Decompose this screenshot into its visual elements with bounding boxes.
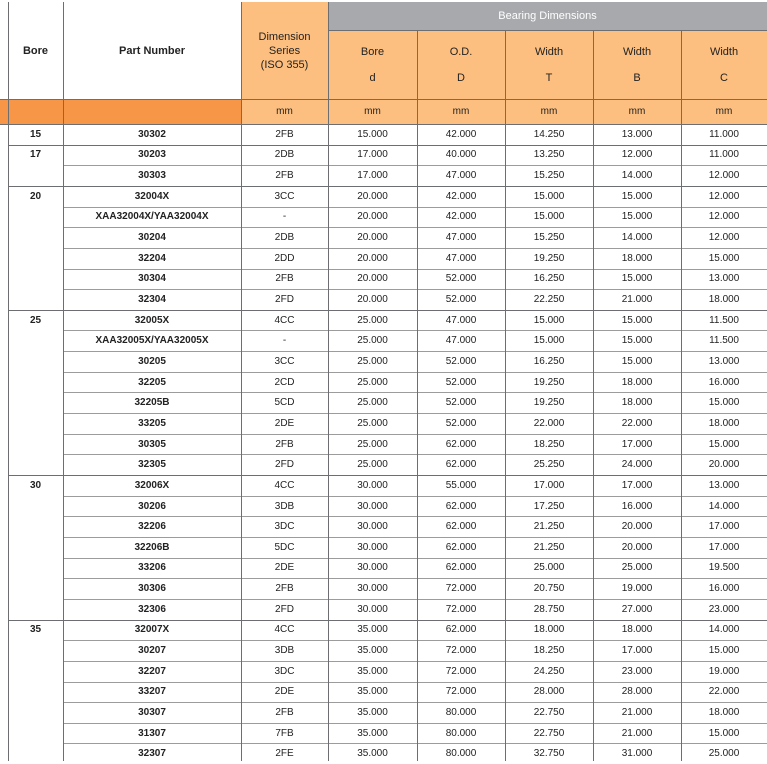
value-cell-series: 4CC	[241, 475, 328, 496]
value-cell-C: 13.000	[681, 475, 767, 496]
value-cell-D: 62.000	[417, 558, 505, 579]
bore-value: 30	[8, 475, 63, 496]
value-cell-T: 15.000	[505, 331, 593, 352]
value-cell-series: 2FB	[241, 269, 328, 290]
value-cell-series: 3CC	[241, 351, 328, 372]
value-cell-B: 20.000	[593, 537, 681, 558]
value-cell-T: 19.250	[505, 248, 593, 269]
value-cell-T: 13.250	[505, 145, 593, 166]
dim-col-header-2	[505, 30, 593, 99]
bore-value: 35	[8, 620, 63, 641]
value-cell-D: 40.000	[417, 145, 505, 166]
value-cell-D: 42.000	[417, 124, 505, 145]
value-cell-d: 20.000	[328, 207, 417, 228]
value-cell-T: 15.000	[505, 310, 593, 331]
value-cell-C: 16.000	[681, 372, 767, 393]
value-cell-d: 30.000	[328, 558, 417, 579]
value-cell-d: 25.000	[328, 413, 417, 434]
part-number-cell: 30206	[63, 496, 241, 517]
value-cell-series: 2FB	[241, 702, 328, 723]
value-cell-C: 12.000	[681, 227, 767, 248]
value-cell-D: 62.000	[417, 516, 505, 537]
value-cell-D: 72.000	[417, 640, 505, 661]
value-cell-C: 25.000	[681, 744, 767, 764]
value-cell-B: 18.000	[593, 372, 681, 393]
value-cell-B: 13.000	[593, 124, 681, 145]
value-cell-B: 15.000	[593, 186, 681, 207]
value-cell-d: 15.000	[328, 124, 417, 145]
value-cell-series: 5DC	[241, 537, 328, 558]
bearing-dimensions-group-header: Bearing Dimensions	[328, 2, 767, 30]
value-cell-T: 18.250	[505, 434, 593, 455]
dimension-series-line: Series	[269, 44, 300, 58]
value-cell-series: 2FD	[241, 599, 328, 620]
value-cell-series: 3DC	[241, 661, 328, 682]
dim-col-name: Width	[535, 45, 563, 59]
value-cell-T: 17.000	[505, 475, 593, 496]
value-cell-series: 2FB	[241, 434, 328, 455]
value-cell-T: 19.250	[505, 372, 593, 393]
value-cell-d: 30.000	[328, 599, 417, 620]
value-cell-B: 28.000	[593, 682, 681, 703]
value-cell-series: 3DC	[241, 516, 328, 537]
value-cell-D: 52.000	[417, 351, 505, 372]
value-cell-C: 20.000	[681, 454, 767, 475]
value-cell-B: 31.000	[593, 744, 681, 764]
dim-col-name: Width	[623, 45, 651, 59]
part-number-cell: 32304	[63, 289, 241, 310]
value-cell-T: 15.000	[505, 207, 593, 228]
units-row-bg-left	[0, 99, 241, 124]
column-divider	[63, 2, 64, 761]
value-cell-C: 11.500	[681, 331, 767, 352]
value-cell-C: 18.000	[681, 289, 767, 310]
value-cell-series: 2DD	[241, 248, 328, 269]
value-cell-B: 15.000	[593, 310, 681, 331]
bore-value: 15	[8, 124, 63, 145]
part-number-cell: 32005X	[63, 310, 241, 331]
value-cell-d: 20.000	[328, 289, 417, 310]
value-cell-T: 15.000	[505, 186, 593, 207]
part-number-cell: 32004X	[63, 186, 241, 207]
value-cell-d: 25.000	[328, 434, 417, 455]
value-cell-series: 2FE	[241, 744, 328, 764]
value-cell-d: 30.000	[328, 578, 417, 599]
value-cell-B: 14.000	[593, 165, 681, 186]
value-cell-d: 20.000	[328, 248, 417, 269]
value-cell-d: 20.000	[328, 227, 417, 248]
value-cell-D: 47.000	[417, 227, 505, 248]
value-cell-D: 52.000	[417, 392, 505, 413]
value-cell-series: -	[241, 207, 328, 228]
part-number-cell: 30305	[63, 434, 241, 455]
value-cell-B: 20.000	[593, 516, 681, 537]
column-divider	[328, 2, 329, 761]
value-cell-d: 25.000	[328, 331, 417, 352]
value-cell-C: 18.000	[681, 702, 767, 723]
value-cell-T: 18.000	[505, 620, 593, 641]
value-cell-T: 16.250	[505, 269, 593, 290]
value-cell-C: 16.000	[681, 578, 767, 599]
bore-header: Bore	[8, 2, 63, 99]
value-cell-D: 80.000	[417, 702, 505, 723]
value-cell-series: 3DB	[241, 640, 328, 661]
part-number-cell: 32205B	[63, 392, 241, 413]
part-number-cell: 30307	[63, 702, 241, 723]
unit-label: mm	[505, 99, 593, 124]
value-cell-d: 25.000	[328, 351, 417, 372]
value-cell-B: 19.000	[593, 578, 681, 599]
column-divider	[417, 30, 418, 761]
value-cell-series: 3DB	[241, 496, 328, 517]
value-cell-series: 7FB	[241, 723, 328, 744]
part-number-cell: 32007X	[63, 620, 241, 641]
dim-col-name: Width	[710, 45, 738, 59]
value-cell-C: 11.000	[681, 124, 767, 145]
value-cell-D: 42.000	[417, 207, 505, 228]
value-cell-d: 25.000	[328, 392, 417, 413]
value-cell-series: 2CD	[241, 372, 328, 393]
value-cell-d: 30.000	[328, 475, 417, 496]
value-cell-T: 22.750	[505, 702, 593, 723]
bore-value: 17	[8, 145, 63, 166]
value-cell-D: 72.000	[417, 661, 505, 682]
part-number-cell: 31307	[63, 723, 241, 744]
value-cell-D: 62.000	[417, 496, 505, 517]
value-cell-series: 2FB	[241, 124, 328, 145]
value-cell-T: 21.250	[505, 537, 593, 558]
value-cell-T: 28.750	[505, 599, 593, 620]
column-divider	[681, 30, 682, 761]
part-number-cell: 32307	[63, 744, 241, 764]
value-cell-series: 2DE	[241, 558, 328, 579]
value-cell-C: 19.000	[681, 661, 767, 682]
value-cell-D: 62.000	[417, 620, 505, 641]
dim-col-symbol: T	[546, 71, 553, 85]
value-cell-series: 3CC	[241, 186, 328, 207]
dim-col-name: Bore	[361, 45, 384, 59]
value-cell-B: 23.000	[593, 661, 681, 682]
value-cell-d: 25.000	[328, 310, 417, 331]
dim-col-symbol: d	[369, 71, 375, 85]
value-cell-C: 13.000	[681, 269, 767, 290]
value-cell-C: 12.000	[681, 186, 767, 207]
part-number-cell: 33205	[63, 413, 241, 434]
dim-col-symbol: C	[720, 71, 728, 85]
value-cell-C: 15.000	[681, 640, 767, 661]
header-border	[0, 99, 767, 100]
part-number-cell: 32204	[63, 248, 241, 269]
value-cell-T: 15.250	[505, 227, 593, 248]
value-cell-T: 25.250	[505, 454, 593, 475]
value-cell-B: 14.000	[593, 227, 681, 248]
value-cell-d: 20.000	[328, 186, 417, 207]
value-cell-B: 21.000	[593, 289, 681, 310]
bore-value: 25	[8, 310, 63, 331]
value-cell-d: 25.000	[328, 454, 417, 475]
part-number-cell: 30205	[63, 351, 241, 372]
dim-col-symbol: B	[633, 71, 640, 85]
value-cell-D: 72.000	[417, 599, 505, 620]
value-cell-D: 72.000	[417, 578, 505, 599]
part-number-cell: 32206	[63, 516, 241, 537]
value-cell-B: 24.000	[593, 454, 681, 475]
part-number-cell: 32306	[63, 599, 241, 620]
dim-col-header-3	[593, 30, 681, 99]
value-cell-T: 20.750	[505, 578, 593, 599]
value-cell-B: 21.000	[593, 723, 681, 744]
value-cell-series: 2DE	[241, 413, 328, 434]
value-cell-T: 28.000	[505, 682, 593, 703]
value-cell-D: 55.000	[417, 475, 505, 496]
value-cell-series: 2DB	[241, 145, 328, 166]
value-cell-series: 4CC	[241, 310, 328, 331]
part-number-cell: 30203	[63, 145, 241, 166]
dim-col-symbol: D	[457, 71, 465, 85]
value-cell-d: 35.000	[328, 640, 417, 661]
group-header-border	[328, 30, 767, 31]
part-number-cell: 30303	[63, 165, 241, 186]
value-cell-series: 2DB	[241, 227, 328, 248]
value-cell-C: 12.000	[681, 207, 767, 228]
value-cell-C: 11.500	[681, 310, 767, 331]
part-number-cell: 32207	[63, 661, 241, 682]
value-cell-B: 18.000	[593, 392, 681, 413]
value-cell-B: 15.000	[593, 207, 681, 228]
value-cell-B: 27.000	[593, 599, 681, 620]
value-cell-d: 35.000	[328, 620, 417, 641]
value-cell-d: 35.000	[328, 744, 417, 764]
unit-label: mm	[328, 99, 417, 124]
value-cell-d: 30.000	[328, 516, 417, 537]
value-cell-T: 17.250	[505, 496, 593, 517]
value-cell-d: 35.000	[328, 661, 417, 682]
value-cell-B: 15.000	[593, 269, 681, 290]
value-cell-T: 22.250	[505, 289, 593, 310]
value-cell-C: 22.000	[681, 682, 767, 703]
dim-col-header-4	[681, 30, 767, 99]
value-cell-series: 4CC	[241, 620, 328, 641]
value-cell-T: 22.750	[505, 723, 593, 744]
part-number-cell: 32006X	[63, 475, 241, 496]
value-cell-T: 21.250	[505, 516, 593, 537]
part-number-cell: 30207	[63, 640, 241, 661]
value-cell-D: 42.000	[417, 186, 505, 207]
unit-label: mm	[593, 99, 681, 124]
part-number-cell: 33207	[63, 682, 241, 703]
value-cell-B: 17.000	[593, 475, 681, 496]
value-cell-D: 47.000	[417, 331, 505, 352]
value-cell-d: 30.000	[328, 537, 417, 558]
value-cell-B: 17.000	[593, 640, 681, 661]
value-cell-C: 19.500	[681, 558, 767, 579]
value-cell-T: 14.250	[505, 124, 593, 145]
value-cell-series: 2FB	[241, 165, 328, 186]
value-cell-D: 52.000	[417, 413, 505, 434]
value-cell-B: 21.000	[593, 702, 681, 723]
value-cell-series: 2FB	[241, 578, 328, 599]
value-cell-series: -	[241, 331, 328, 352]
value-cell-C: 17.000	[681, 537, 767, 558]
value-cell-T: 32.750	[505, 744, 593, 764]
value-cell-series: 5CD	[241, 392, 328, 413]
part-number-cell: 32206B	[63, 537, 241, 558]
value-cell-T: 15.250	[505, 165, 593, 186]
dim-col-header-1	[417, 30, 505, 99]
dimension-series-line: Dimension	[259, 30, 311, 44]
value-cell-B: 25.000	[593, 558, 681, 579]
value-cell-T: 18.250	[505, 640, 593, 661]
value-cell-B: 17.000	[593, 434, 681, 455]
value-cell-D: 62.000	[417, 454, 505, 475]
value-cell-C: 15.000	[681, 723, 767, 744]
value-cell-C: 15.000	[681, 434, 767, 455]
value-cell-C: 17.000	[681, 516, 767, 537]
value-cell-series: 2FD	[241, 289, 328, 310]
value-cell-D: 72.000	[417, 682, 505, 703]
column-divider	[593, 30, 594, 761]
part-number-cell: XAA32004X/YAA32004X	[63, 207, 241, 228]
value-cell-D: 62.000	[417, 537, 505, 558]
value-cell-d: 30.000	[328, 496, 417, 517]
value-cell-D: 62.000	[417, 434, 505, 455]
value-cell-D: 52.000	[417, 269, 505, 290]
value-cell-T: 22.000	[505, 413, 593, 434]
left-border	[8, 2, 9, 761]
value-cell-B: 22.000	[593, 413, 681, 434]
dimension-series-header	[241, 2, 328, 99]
value-cell-D: 52.000	[417, 372, 505, 393]
dim-col-name: O.D.	[450, 45, 473, 59]
value-cell-D: 47.000	[417, 310, 505, 331]
value-cell-B: 15.000	[593, 351, 681, 372]
value-cell-D: 47.000	[417, 248, 505, 269]
value-cell-B: 15.000	[593, 331, 681, 352]
value-cell-T: 19.250	[505, 392, 593, 413]
value-cell-series: 2DE	[241, 682, 328, 703]
value-cell-B: 18.000	[593, 620, 681, 641]
value-cell-C: 23.000	[681, 599, 767, 620]
part-number-cell: 30204	[63, 227, 241, 248]
value-cell-C: 13.000	[681, 351, 767, 372]
value-cell-D: 80.000	[417, 723, 505, 744]
value-cell-D: 47.000	[417, 165, 505, 186]
part-number-header: Part Number	[63, 2, 241, 99]
value-cell-T: 16.250	[505, 351, 593, 372]
value-cell-d: 20.000	[328, 269, 417, 290]
header-border	[0, 124, 767, 125]
value-cell-T: 24.250	[505, 661, 593, 682]
column-divider	[505, 30, 506, 761]
part-number-cell: 33206	[63, 558, 241, 579]
unit-label: mm	[241, 99, 328, 124]
value-cell-D: 80.000	[417, 744, 505, 764]
value-cell-d: 17.000	[328, 145, 417, 166]
part-number-cell: XAA32005X/YAA32005X	[63, 331, 241, 352]
part-number-cell: 30302	[63, 124, 241, 145]
value-cell-C: 11.000	[681, 145, 767, 166]
value-cell-C: 12.000	[681, 165, 767, 186]
value-cell-d: 35.000	[328, 682, 417, 703]
value-cell-D: 52.000	[417, 289, 505, 310]
dim-col-header-0	[328, 30, 417, 99]
column-divider	[241, 2, 242, 761]
unit-label: mm	[417, 99, 505, 124]
part-number-cell: 30306	[63, 578, 241, 599]
value-cell-d: 35.000	[328, 723, 417, 744]
part-number-cell: 32205	[63, 372, 241, 393]
part-number-cell: 30304	[63, 269, 241, 290]
value-cell-d: 35.000	[328, 702, 417, 723]
value-cell-B: 12.000	[593, 145, 681, 166]
part-number-cell: 32305	[63, 454, 241, 475]
value-cell-C: 14.000	[681, 620, 767, 641]
bore-value: 20	[8, 186, 63, 207]
value-cell-C: 15.000	[681, 248, 767, 269]
value-cell-series: 2FD	[241, 454, 328, 475]
value-cell-d: 17.000	[328, 165, 417, 186]
value-cell-C: 14.000	[681, 496, 767, 517]
value-cell-B: 18.000	[593, 248, 681, 269]
unit-label: mm	[681, 99, 767, 124]
value-cell-T: 25.000	[505, 558, 593, 579]
value-cell-C: 18.000	[681, 413, 767, 434]
value-cell-d: 25.000	[328, 372, 417, 393]
value-cell-C: 15.000	[681, 392, 767, 413]
value-cell-B: 16.000	[593, 496, 681, 517]
dimension-series-line: (ISO 355)	[261, 58, 309, 72]
